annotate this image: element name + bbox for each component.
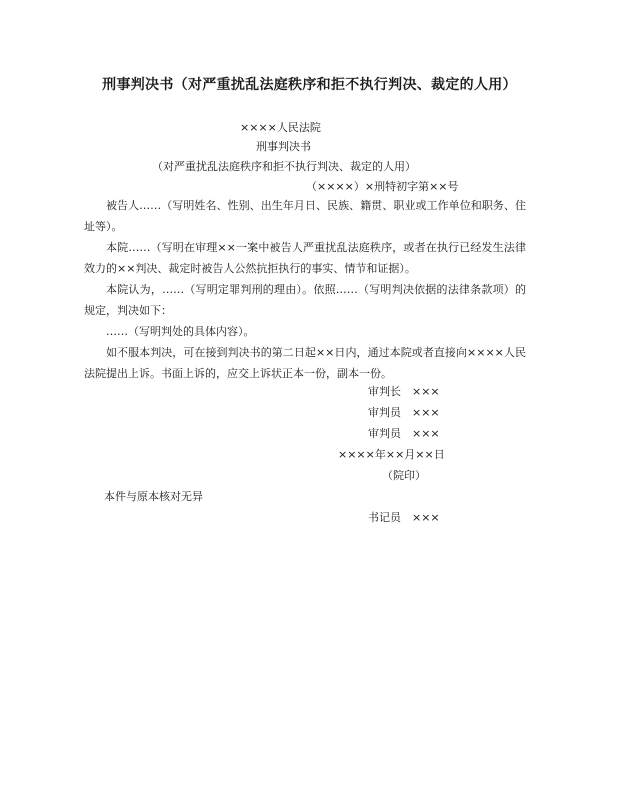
appeal-paragraph: 如不服本判决，可在接到判决书的第二日起××日内，通过本院或者直接向××××人民法院提出上诉。书面上诉的，应交上诉状正本一份，副本一份。 (84, 346, 526, 380)
judge-signature-2: 审判员 ××× (368, 427, 440, 440)
verification-note: 本件与原本核对无异 (104, 490, 203, 503)
court-finding-paragraph: 本院……（写明在审理××一案中被告人严重扰乱法庭秩序，或者在执行已经发生法律效力的××判决、裁定时被告人公然抗拒执行的事实、情节和证据）。 (84, 241, 526, 275)
defendant-paragraph: 被告人……（写明姓名、性别、出生年月日、民族、籍贯、职业或工作单位和职务、住址等）。 (84, 199, 526, 233)
verdict-paragraph: ……（写明判处的具体内容）。 (106, 325, 255, 338)
signature-date: ××××年××月××日 (338, 448, 445, 461)
court-seal: （院印） (382, 469, 426, 482)
document-subtitle: （对严重扰乱法庭秩序和拒不执行判决、裁定的人用） (152, 160, 416, 173)
case-number: （××××）×刑特初字第××号 (306, 180, 459, 193)
judge-signature-1: 审判员 ××× (368, 406, 440, 419)
document-title: 刑事判决书（对严重扰乱法庭秩序和拒不执行判决、裁定的人用） (102, 77, 517, 93)
court-name: ××××人民法院 (240, 121, 321, 134)
court-opinion-paragraph: 本院认为，……（写明定罪判刑的理由）。依照……（写明判决依据的法律条款项）的规定，判决如下： (84, 283, 526, 317)
document-type: 刑事判决书 (256, 140, 311, 153)
chief-judge-signature: 审判长 ××× (368, 385, 440, 398)
clerk-signature: 书记员 ××× (368, 511, 440, 524)
